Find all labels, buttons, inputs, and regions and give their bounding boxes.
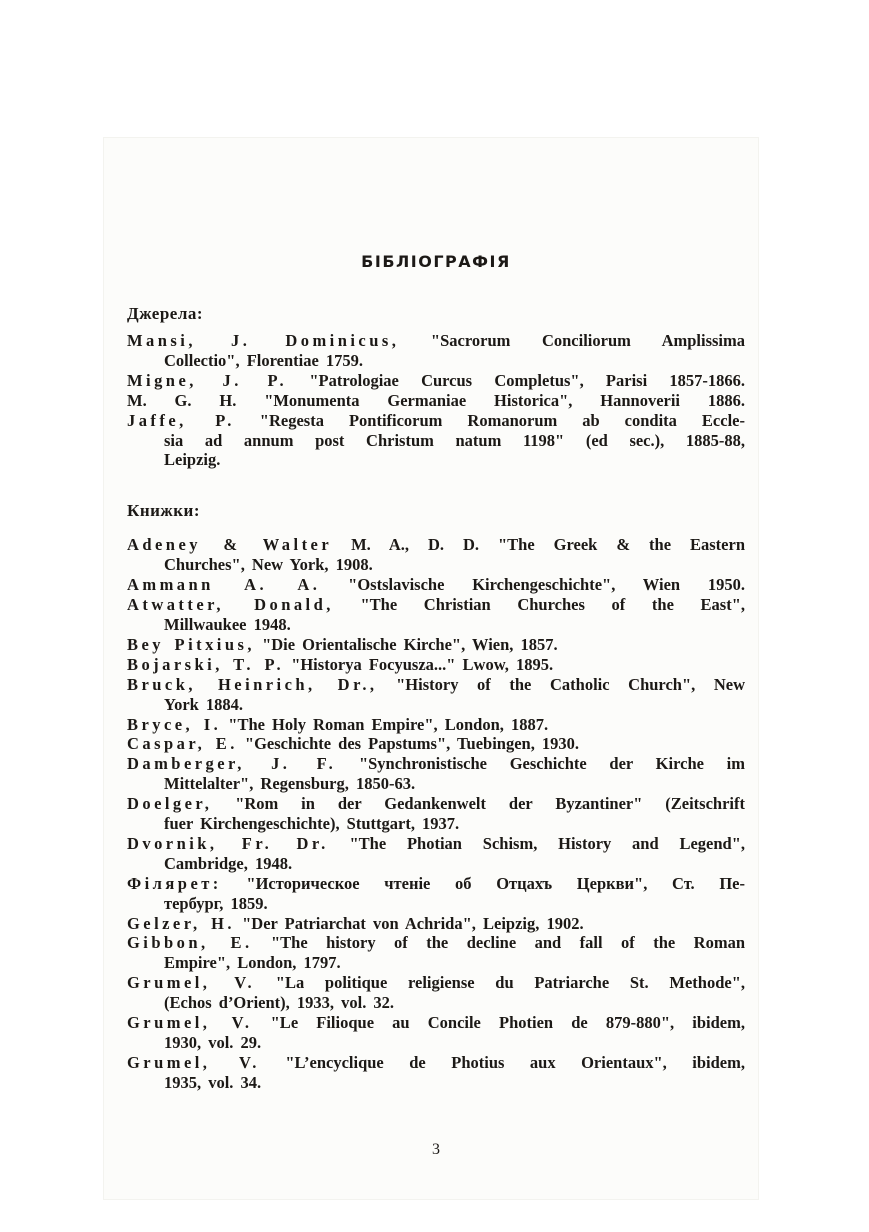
bibliography-entry — [127, 933, 745, 973]
bibliography-entry — [127, 754, 745, 794]
entry-line: Bryce, I. "The Holy Roman Empire", London, 1887. — [127, 714, 549, 734]
entry-line: Empire", London, 1797. — [164, 953, 341, 973]
entry-author: Adeney & Walter — [127, 535, 333, 555]
entry-line: Grumel, V. "Le Filioque au Concile Photien de 879-880", ibidem, — [127, 1013, 745, 1033]
entry-author: Ammann A. A. — [127, 575, 321, 595]
bibliography-entry — [127, 794, 745, 834]
bibliography-entry — [127, 734, 745, 754]
entry-line: 1930, vol. 29. — [164, 1033, 262, 1052]
entry-author: Jaffe, P. — [127, 410, 235, 430]
entry-line: Dvornik, Fr. Dr. "The Photian Schism, History and Legend", — [127, 833, 745, 853]
bibliography-entry — [127, 535, 745, 575]
bibliography-entry — [127, 973, 745, 1013]
entry-line: sia ad annum post Christum natum 1198" (ed sec.), 1885-88, — [164, 430, 745, 450]
entry-line: Jaffe, P. "Regesta Pontificorum Romanorum ab condita Eccle- — [127, 410, 745, 430]
bibliography-entry — [127, 1053, 745, 1093]
bibliography-entry — [127, 331, 745, 371]
entry-line: Leipzig. — [164, 450, 221, 470]
entry-author: M. G. H. — [127, 390, 237, 410]
entry-author: Grumel, V. — [127, 1052, 260, 1072]
entry-author: Bryce, I. — [127, 714, 222, 734]
entry-line: M. G. H. "Monumenta Germaniae Historica", Hannoverii 1886. — [127, 390, 746, 410]
entry-author: Bey Pitxius, — [127, 634, 255, 654]
bibliography-entry — [127, 834, 745, 874]
entry-author: Doelger, — [127, 794, 213, 814]
entry-line: York 1884. — [164, 694, 244, 714]
entry-line: fuer Kirchengeschichte), Stuttgart, 1937. — [164, 814, 460, 834]
bibliography-entry — [127, 595, 745, 635]
page-title: БІБЛІОГРАФІЯ — [361, 252, 511, 271]
entry-line: Adeney & Walter M. A., D. D. "The Greek & the Eastern — [127, 535, 745, 555]
entry-author: Mansi, J. Dominicus, — [127, 331, 400, 350]
entry-line: (Echos d’Orient), 1933, vol. 32. — [164, 993, 395, 1013]
bibliography-entry — [127, 411, 745, 471]
entry-author: Філярет: — [127, 873, 222, 893]
entry-author: Damberger, J. F. — [127, 754, 337, 774]
entry-line: Grumel, V. "L’encyclique de Photius aux Orientaux", ibidem, — [127, 1052, 745, 1072]
entry-line: Gibbon, E. "The history of the decline and fall of the Roman — [127, 933, 745, 953]
books-entry-list — [127, 535, 745, 1092]
bibliography-entry — [127, 655, 745, 675]
entry-line: Atwatter, Donald, "The Christian Churches of the East", — [127, 595, 745, 615]
entry-line: Grumel, V. "La politique religiense du Patriarche St. Methode", — [127, 973, 745, 993]
bibliography-entry — [127, 914, 745, 934]
entry-line: Migne, J. P. "Patrologiae Curcus Completus", Parisi 1857-1866. — [127, 370, 745, 390]
entry-line: Cambridge, 1948. — [164, 853, 293, 873]
entry-author: Gibbon, E. — [127, 933, 253, 953]
bibliography-entry — [127, 675, 745, 715]
entry-author: Grumel, V. — [127, 973, 256, 993]
entry-author: Migne, J. P. — [127, 370, 288, 390]
entry-author: Bojarski, T. P. — [127, 654, 285, 674]
entry-line: Ammann A. A. "Ostslavische Kirchengeschichte", Wien 1950. — [127, 575, 745, 595]
entry-line: Churches", New York, 1908. — [164, 555, 373, 575]
entry-line: Bojarski, T. P. "Historya Focyusza..." Lwow, 1895. — [127, 654, 554, 674]
entry-author: Grumel, V. — [127, 1013, 253, 1033]
entry-author: Bruck, Heinrich, Dr., — [127, 674, 378, 694]
bibliography-entry — [127, 575, 745, 595]
entry-line: Doelger, "Rom in der Gedankenwelt der Byzantiner" (Zeitschrift — [127, 794, 745, 814]
entry-line: тербург, 1859. — [164, 893, 268, 913]
page-number: 3 — [432, 1140, 440, 1158]
entry-line: Bey Pitxius, "Die Orientalische Kirche", Wien, 1857. — [127, 634, 558, 654]
entry-line: 1935, vol. 34. — [164, 1072, 262, 1092]
books-section — [127, 501, 745, 1092]
entry-author: Atwatter, Donald, — [127, 595, 334, 615]
section-heading-books: Книжки: — [127, 501, 200, 521]
entry-line: Millwaukee 1948. — [164, 614, 291, 634]
scanned-page — [103, 137, 759, 1200]
entry-line: Bruck, Heinrich, Dr., "History of the Catholic Church", New — [127, 674, 745, 694]
entry-author: Caspar, E. — [127, 734, 238, 754]
entry-line: Damberger, J. F. "Synchronistische Geschichte der Kirche im — [127, 754, 746, 774]
entry-line: Collectio", Florentiae 1759. — [164, 350, 364, 370]
sources-entry-list — [127, 331, 745, 470]
entry-line: Gelzer, H. "Der Patriarchat von Achrida", Leipzig, 1902. — [127, 913, 584, 933]
bibliography-entry — [127, 635, 745, 655]
entry-line: Філярет: "Историческое чтеніе об Отцахъ Церкви", Ст. Пе- — [127, 873, 745, 893]
entry-line: Mittelalter", Regensburg, 1850-63. — [164, 774, 416, 794]
bibliography-entry — [127, 874, 745, 914]
page-content — [127, 138, 745, 1160]
bibliography-entry — [127, 371, 745, 391]
entry-line: Mansi, J. Dominicus, "Sacrorum Conciliorum Amplissima — [127, 331, 746, 350]
entry-line: Caspar, E. "Geschichte des Papstums", Tuebingen, 1930. — [127, 734, 580, 754]
bibliography-entry — [127, 715, 745, 735]
section-heading-sources: Джерела: — [127, 304, 204, 323]
entry-author: Dvornik, Fr. Dr. — [127, 833, 329, 853]
bibliography-entry — [127, 1013, 745, 1053]
bibliography-entry — [127, 391, 745, 411]
sources-section — [127, 304, 745, 470]
entry-author: Gelzer, H. — [127, 913, 236, 933]
